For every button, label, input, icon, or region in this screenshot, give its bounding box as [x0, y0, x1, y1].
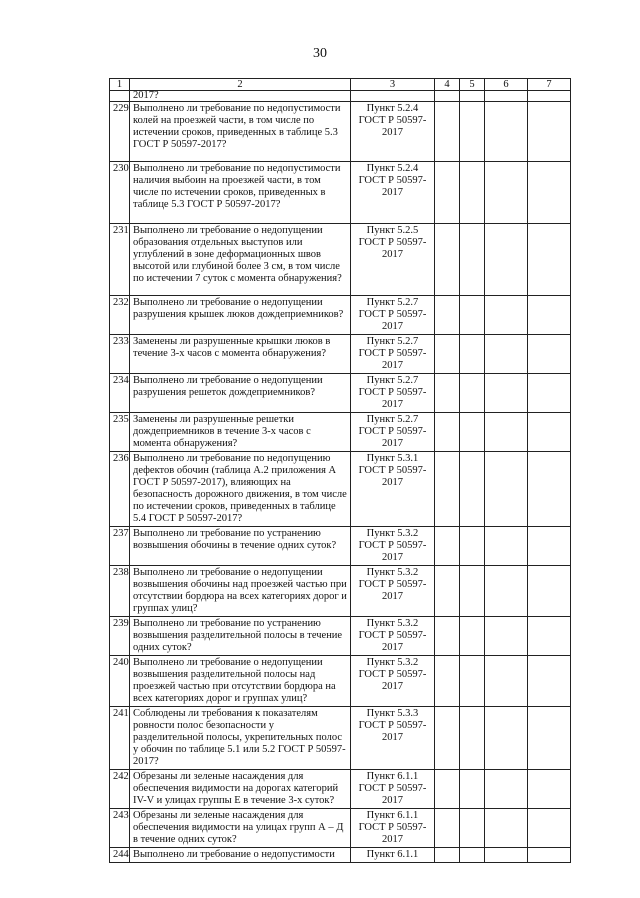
- requirement-reference: Пункт 6.1.1 ГОСТ Р 50597-2017: [351, 770, 435, 809]
- requirement-question: Выполнено ли требование о недопущении образования отдельных выступов или углублений в зоне деформационных швов высотой или глубиной более 3 см, в том числе по истечении 7 суток с момента обнаружения?: [130, 224, 351, 296]
- table-row: [110, 296, 571, 335]
- answer-cell-col-6[interactable]: [485, 566, 528, 617]
- answer-cell-col-7[interactable]: [528, 162, 571, 224]
- col-header: 5: [460, 79, 485, 91]
- col-header: 6: [485, 79, 528, 91]
- requirement-reference: Пункт 5.2.7 ГОСТ Р 50597-2017: [351, 296, 435, 335]
- requirement-question: Выполнено ли требование о недопущении разрушения решеток дождеприемников?: [130, 374, 351, 413]
- requirement-question: Выполнено ли требование о недопущении возвышения разделительной полосы над проезжей частью при отсутствии бордюра на всех категориях дорог и группах улиц?: [130, 656, 351, 707]
- table-row: [110, 224, 571, 296]
- answer-cell-col-5[interactable]: [460, 374, 485, 413]
- answer-cell-col-7[interactable]: [528, 102, 571, 162]
- requirement-reference: Пункт 5.2.7 ГОСТ Р 50597-2017: [351, 335, 435, 374]
- answer-cell-col-5[interactable]: [460, 809, 485, 848]
- row-number: 241: [110, 707, 130, 770]
- answer-cell-col-7[interactable]: [528, 374, 571, 413]
- answer-cell-col-4[interactable]: [435, 102, 460, 162]
- answer-cell-col-7[interactable]: [528, 224, 571, 296]
- checklist-table: [109, 78, 571, 863]
- row-number: 244: [110, 848, 130, 863]
- requirement-question: Обрезаны ли зеленые насаждения для обеспечения видимости на дорогах категорий IV-V и улицах группы Е в течение 3-х суток?: [130, 770, 351, 809]
- requirement-reference: Пункт 5.2.4 ГОСТ Р 50597-2017: [351, 102, 435, 162]
- answer-cell-col-6[interactable]: [485, 224, 528, 296]
- requirement-reference: Пункт 5.2.7 ГОСТ Р 50597-2017: [351, 413, 435, 452]
- requirement-reference: Пункт 6.1.1 ГОСТ Р 50597-2017: [351, 809, 435, 848]
- answer-cell-col-7[interactable]: [528, 527, 571, 566]
- answer-cell-col-5[interactable]: [460, 770, 485, 809]
- answer-cell-col-7[interactable]: [528, 656, 571, 707]
- requirement-question: Соблюдены ли требования к показателям ровности полос безопасности у разделительной полосы, укрепительных полос у обочин по таблице 5.1 или 5.2 ГОСТ Р 50597-2017?: [130, 707, 351, 770]
- answer-cell-col-6[interactable]: [485, 770, 528, 809]
- answer-cell-col-7[interactable]: [528, 848, 571, 863]
- requirement-question: Обрезаны ли зеленые насаждения для обеспечения видимости на улицах групп А – Д в течение одних суток?: [130, 809, 351, 848]
- requirement-question: Выполнено ли требование о недопустимости: [130, 848, 351, 863]
- row-number: 237: [110, 527, 130, 566]
- answer-cell-col-5[interactable]: [460, 413, 485, 452]
- answer-cell-col-4[interactable]: [435, 413, 460, 452]
- table-row: [110, 374, 571, 413]
- col-header: 3: [351, 79, 435, 91]
- answer-cell-col-7[interactable]: [528, 707, 571, 770]
- requirement-reference: Пункт 5.3.2 ГОСТ Р 50597-2017: [351, 617, 435, 656]
- table-row: [110, 527, 571, 566]
- table-row: [110, 566, 571, 617]
- continuation-text: 2017?: [130, 91, 351, 102]
- header-row: [110, 79, 571, 91]
- row-number: 242: [110, 770, 130, 809]
- answer-cell-col-6[interactable]: [485, 335, 528, 374]
- requirement-question: Выполнено ли требование по устранению возвышения разделительной полосы в течение одних суток?: [130, 617, 351, 656]
- answer-cell-col-6[interactable]: [485, 527, 528, 566]
- requirement-question: Выполнено ли требование по недопущению дефектов обочин (таблица А.2 приложения А ГОСТ Р 50597-2017), влияющих на безопасность дорожного движения, в том числе по истечении сроков, приведенных в таблице 5.4 ГОСТ Р 50597-2017?: [130, 452, 351, 527]
- answer-cell-col-5[interactable]: [460, 848, 485, 863]
- answer-cell-col-6[interactable]: [485, 162, 528, 224]
- requirement-reference: Пункт 5.3.2 ГОСТ Р 50597-2017: [351, 566, 435, 617]
- answer-cell-col-5[interactable]: [460, 656, 485, 707]
- answer-cell-col-6[interactable]: [485, 296, 528, 335]
- answer-cell-col-4[interactable]: [435, 374, 460, 413]
- answer-cell-col-4[interactable]: [435, 656, 460, 707]
- answer-cell-col-7[interactable]: [528, 413, 571, 452]
- answer-cell-col-5[interactable]: [460, 296, 485, 335]
- row-number: 234: [110, 374, 130, 413]
- answer-cell-col-4[interactable]: [435, 452, 460, 527]
- answer-cell-col-4[interactable]: [435, 162, 460, 224]
- answer-cell-col-7[interactable]: [528, 335, 571, 374]
- answer-cell-col-7[interactable]: [528, 296, 571, 335]
- answer-cell-col-6[interactable]: [485, 452, 528, 527]
- row-number: 239: [110, 617, 130, 656]
- table-row: [110, 848, 571, 863]
- answer-cell-col-5[interactable]: [460, 162, 485, 224]
- answer-cell-col-4[interactable]: [435, 224, 460, 296]
- answer-cell-col-4[interactable]: [435, 848, 460, 863]
- answer-cell-col-6[interactable]: [485, 102, 528, 162]
- table-row: [110, 770, 571, 809]
- col-header: 1: [110, 79, 130, 91]
- col-header: 7: [528, 79, 571, 91]
- answer-cell-col-5[interactable]: [460, 566, 485, 617]
- answer-cell-col-4[interactable]: [435, 296, 460, 335]
- answer-cell-col-7[interactable]: [528, 617, 571, 656]
- requirement-question: Выполнено ли требование о недопущении разрушения крышек люков дождеприемников?: [130, 296, 351, 335]
- requirement-question: Выполнено ли требование о недопущении возвышения обочины над проезжей частью при отсутствии бордюра на всех категориях дорог и группах улиц?: [130, 566, 351, 617]
- answer-cell-col-6[interactable]: [485, 413, 528, 452]
- continuation-row: [110, 91, 571, 102]
- answer-cell-col-4[interactable]: [435, 617, 460, 656]
- row-number: 233: [110, 335, 130, 374]
- answer-cell-col-4[interactable]: [435, 527, 460, 566]
- answer-cell-col-7[interactable]: [528, 452, 571, 527]
- table-row: [110, 413, 571, 452]
- answer-cell-col-6[interactable]: [485, 374, 528, 413]
- table-row: [110, 102, 571, 162]
- row-number: 236: [110, 452, 130, 527]
- answer-cell-col-5[interactable]: [460, 335, 485, 374]
- requirement-reference: Пункт 5.3.3 ГОСТ Р 50597-2017: [351, 707, 435, 770]
- requirement-question: Заменены ли разрушенные крышки люков в течение 3-х часов с момента обнаружения?: [130, 335, 351, 374]
- table-row: [110, 809, 571, 848]
- answer-cell-col-6[interactable]: [485, 848, 528, 863]
- requirement-question: Выполнено ли требование по недопустимости наличия выбоин на проезжей части, в том числе по истечении сроков, приведенных в таблице 5.3 ГОСТ Р 50597-2017?: [130, 162, 351, 224]
- row-number: 230: [110, 162, 130, 224]
- answer-cell-col-5[interactable]: [460, 224, 485, 296]
- row-number: 231: [110, 224, 130, 296]
- answer-cell-col-7[interactable]: [528, 809, 571, 848]
- table-row: [110, 617, 571, 656]
- answer-cell-col-4[interactable]: [435, 770, 460, 809]
- table-row: [110, 707, 571, 770]
- col-header: 4: [435, 79, 460, 91]
- requirement-reference: Пункт 5.3.2 ГОСТ Р 50597-2017: [351, 527, 435, 566]
- requirement-reference: Пункт 6.1.1: [351, 848, 435, 863]
- requirement-question: Выполнено ли требование по недопустимости колей на проезжей части, в том числе по истечении сроков, приведенных в таблице 5.3 ГОСТ Р 50597-2017?: [130, 102, 351, 162]
- answer-cell-col-5[interactable]: [460, 707, 485, 770]
- table-row: [110, 452, 571, 527]
- row-number: 240: [110, 656, 130, 707]
- col-header: 2: [130, 79, 351, 91]
- requirement-question: Заменены ли разрушенные решетки дождеприемников в течение 3-х часов с момента обнаружения?: [130, 413, 351, 452]
- answer-cell-col-4[interactable]: [435, 809, 460, 848]
- requirement-reference: Пункт 5.2.7 ГОСТ Р 50597-2017: [351, 374, 435, 413]
- answer-cell-col-5[interactable]: [460, 527, 485, 566]
- answer-cell-col-5[interactable]: [460, 617, 485, 656]
- answer-cell-col-7[interactable]: [528, 770, 571, 809]
- requirement-question: Выполнено ли требование по устранению возвышения обочины в течение одних суток?: [130, 527, 351, 566]
- requirement-reference: Пункт 5.2.4 ГОСТ Р 50597-2017: [351, 162, 435, 224]
- answer-cell-col-6[interactable]: [485, 707, 528, 770]
- answer-cell-col-7[interactable]: [528, 566, 571, 617]
- requirement-reference: Пункт 5.3.1 ГОСТ Р 50597-2017: [351, 452, 435, 527]
- table-row: [110, 335, 571, 374]
- row-number: 238: [110, 566, 130, 617]
- answer-cell-col-4[interactable]: [435, 335, 460, 374]
- page-number: 30: [313, 46, 327, 61]
- answer-cell-col-6[interactable]: [485, 656, 528, 707]
- answer-cell-col-4[interactable]: [435, 566, 460, 617]
- row-number: 232: [110, 296, 130, 335]
- row-number: 243: [110, 809, 130, 848]
- requirement-reference: Пункт 5.2.5 ГОСТ Р 50597-2017: [351, 224, 435, 296]
- row-number: 235: [110, 413, 130, 452]
- answer-cell-col-6[interactable]: [485, 617, 528, 656]
- table-row: [110, 162, 571, 224]
- requirement-reference: Пункт 5.3.2 ГОСТ Р 50597-2017: [351, 656, 435, 707]
- answer-cell-col-4[interactable]: [435, 707, 460, 770]
- answer-cell-col-5[interactable]: [460, 452, 485, 527]
- row-number: 229: [110, 102, 130, 162]
- answer-cell-col-5[interactable]: [460, 102, 485, 162]
- table-row: [110, 656, 571, 707]
- answer-cell-col-6[interactable]: [485, 809, 528, 848]
